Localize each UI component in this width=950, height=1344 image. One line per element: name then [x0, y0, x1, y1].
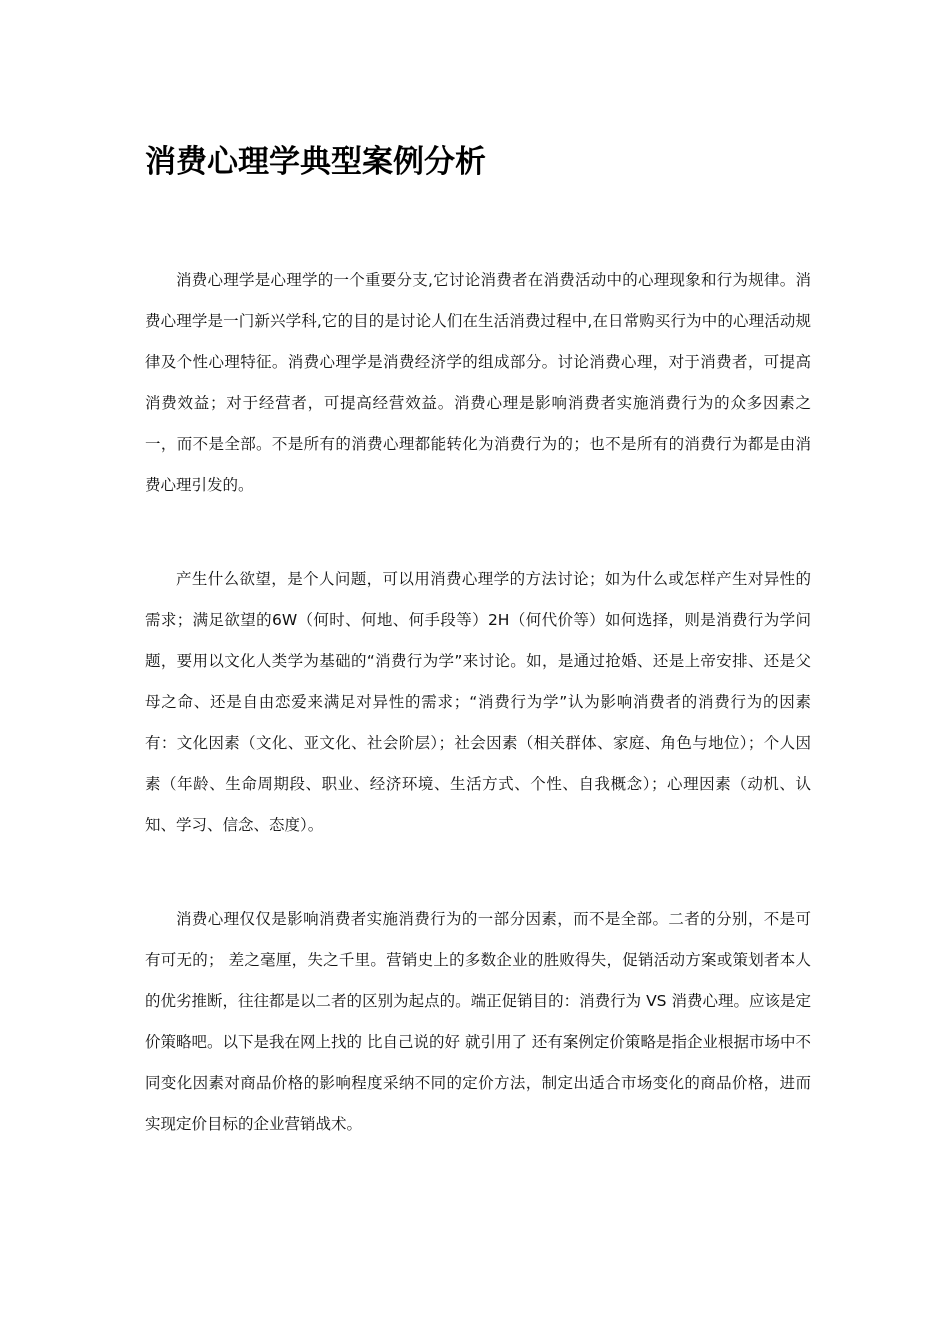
paragraph-pricing-strategy: 消费心理仅仅是影响消费者实施消费行为的一部分因素，而不是全部。二者的分别，不是可有可无的； 差之毫厘，失之千里。营销史上的多数企业的胜败得失，促销活动方案或策划者本人的优劣推断，往往都是以二者的区别为起点的。端正促销目的：消费行为 VS 消费心理。应该是定价策略吧。以下是我在网上找的 比自己说的好 就引用了 还有案例定价策略是指企业根据市场中不同变化因素对商品价格的影响程度采纳不同的定价方法，制定出适合市场变化的商品价格，进而实现定价目标的企业营销战术。 — [145, 910, 811, 1133]
paragraph-consumer-psychology-intro: 消费心理学是心理学的一个重要分支,它讨论消费者在消费活动中的心理现象和行为规律。消费心理学是一门新兴学科,它的目的是讨论人们在生活消费过程中,在日常购买行为中的心理活动规律及个性心理特征。消费心理学是消费经济学的组成部分。讨论消费心理，对于消费者，可提高消费效益；对于经营者，可提高经营效益。消费心理是影响消费者实施消费行为的众多因素之一，而不是全部。不是所有的消费心理都能转化为消费行为的；也不是所有的消费行为都是由消费心理引发的。 — [145, 271, 811, 494]
document-title: 消费心理学典型案例分析 — [145, 144, 486, 180]
paragraph-consumer-behavior-factors: 产生什么欲望，是个人问题，可以用消费心理学的方法讨论；如为什么或怎样产生对异性的需求；满足欲望的6W（何时、何地、何手段等）2H（何代价等）如何选择，则是消费行为学问题，要用以文化人类学为基础的“消费行为学”来讨论。如，是通过抢婚、还是上帝安排、还是父母之命、还是自由恋爱来满足对异性的需求；“消费行为学”认为影响消费者的消费行为的因素有：文化因素（文化、亚文化、社会阶层）；社会因素（相关群体、家庭、角色与地位）；个人因素（年龄、生命周期段、职业、经济环境、生活方式、个性、自我概念）；心理因素（动机、认知、学习、信念、态度）。 — [145, 570, 811, 834]
